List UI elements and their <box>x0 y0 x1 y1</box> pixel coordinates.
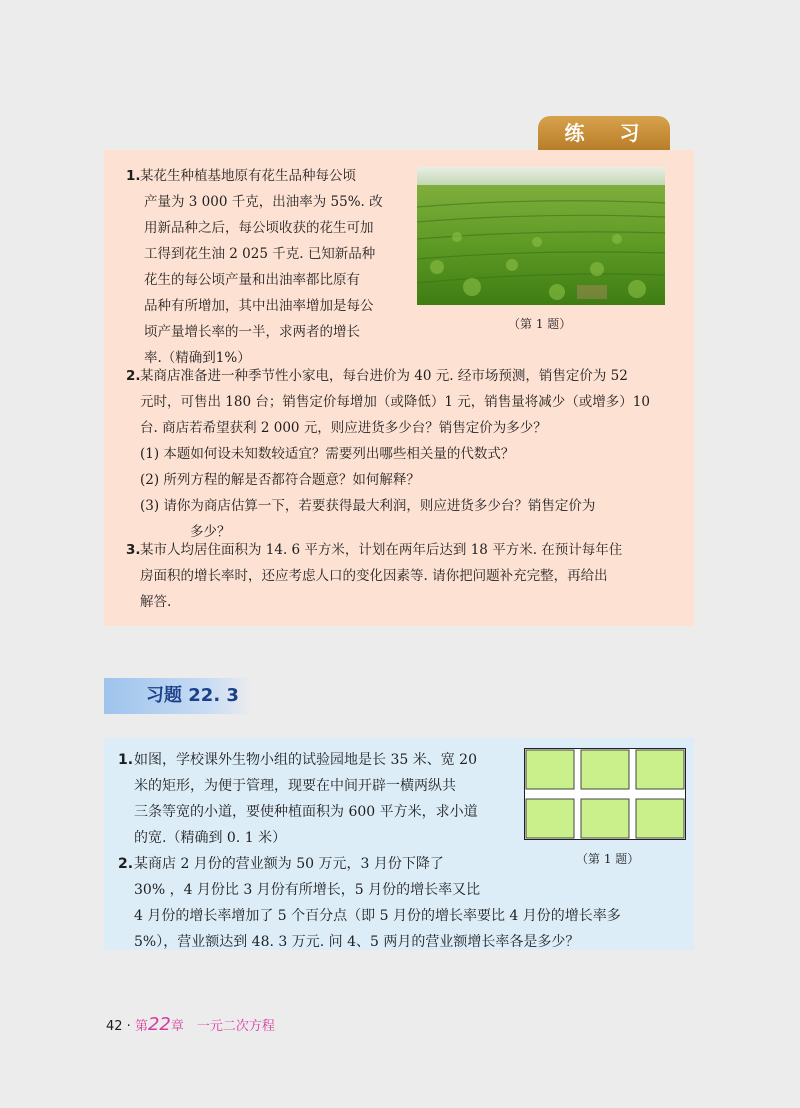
practice-exercise-3 <box>126 537 623 615</box>
peanut-field-photo <box>417 167 665 305</box>
exercise-line: 5%），营业额达到 48. 3 万元. 问 4、5 两月的营业额增长率各是多少？ <box>134 934 580 950</box>
exercise-line: 顷产量增长率的一半，求两者的增长 <box>144 324 360 340</box>
exercise-number: 2. <box>118 856 134 872</box>
exercise-number: 1. <box>118 752 134 768</box>
exercise-number: 3. <box>126 542 141 558</box>
exercise-line: 某市人均居住面积为 14. 6 平方米，计划在两年后达到 18 平方米. 在预计每年住 <box>140 542 623 558</box>
exercise-line: 元时，可售出 180 台；销售定价每增加（或降低）1 元，销售量将减少（或增多）10 <box>140 394 650 410</box>
exercise-number: 1. <box>126 168 141 184</box>
exercise-line: 用新品种之后，每公顷收获的花生可加 <box>144 220 374 236</box>
sub-question-3: (3) 请你为商店估算一下，若要获得最大利润，则应进货多少台？销售定价为 <box>140 498 596 514</box>
sub-question-2: (2) 所列方程的解是否都符合题意？如何解释？ <box>140 472 420 488</box>
exercise-line: 某商店准备进一种季节性小家电，每台进价为 40 元. 经市场预测，销售定价为 52 <box>140 368 628 384</box>
exercise-line: 某商店 2 月份的营业额为 50 万元，3 月份下降了 <box>134 856 444 872</box>
homework-header <box>104 678 252 714</box>
exercise-line: 房面积的增长率时，还应考虑人口的变化因素等. 请你把问题补充完整，再给出 <box>140 568 608 584</box>
exercise-line: 解答. <box>140 594 172 610</box>
diagram-caption: （第 1 题） <box>576 852 640 866</box>
exercise-line: 4 月份的增长率增加了 5 个百分点（即 5 月份的增长率要比 4 月份的增长率多 <box>134 908 621 924</box>
page-number: 42 · <box>106 1019 131 1034</box>
exercise-line: 花生的每公顷产量和出油率都比原有 <box>144 272 360 288</box>
practice-section <box>104 150 694 626</box>
homework-title: 习题 22. 3 <box>146 685 239 706</box>
homework-exercise-2 <box>118 851 621 955</box>
exercise-line: 的宽.（精确到 0. 1 米） <box>134 830 287 846</box>
practice-tab-title: 练 习 <box>538 116 670 150</box>
garden-diagram <box>524 748 686 844</box>
practice-exercise-1 <box>126 163 383 371</box>
chapter-title: 章 一元二次方程 <box>170 1019 275 1034</box>
homework-exercise-1 <box>118 747 478 851</box>
exercise-line: 率.（精确到1%） <box>144 350 251 366</box>
exercise-number: 2. <box>126 368 141 384</box>
exercise-line: 如图，学校课外生物小组的试验园地是长 35 米、宽 20 <box>134 752 477 768</box>
exercise-line: 米的矩形，为便于管理，现要在中间开辟一横两纵共 <box>134 778 456 794</box>
sub-question-1: (1) 本题如何设未知数较适宜？需要列出哪些相关量的代数式？ <box>140 446 515 462</box>
exercise-line: 30% ，4 月份比 3 月份有所增长，5 月份的增长率又比 <box>134 882 481 898</box>
chapter-prefix: 第 <box>134 1019 148 1034</box>
exercise-line: 某花生种植基地原有花生品种每公顷 <box>140 168 356 184</box>
sub-question-3-cont: 多少？ <box>190 524 231 540</box>
page-footer <box>106 1014 275 1035</box>
exercise-line: 品种有所增加，其中出油率增加是每公 <box>144 298 374 314</box>
photo-caption: （第 1 题） <box>508 317 572 331</box>
practice-exercise-2 <box>126 363 650 545</box>
exercise-line: 台. 商店若希望获利 2 000 元，则应进货多少台？销售定价为多少？ <box>140 420 547 436</box>
exercise-line: 三条等宽的小道，要使种植面积为 600 平方米，求小道 <box>134 804 478 820</box>
chapter-number: 22 <box>147 1014 171 1035</box>
exercise-line: 产量为 3 000 千克，出油率为 55%. 改 <box>144 194 383 210</box>
exercise-line: 工得到花生油 2 025 千克. 已知新品种 <box>144 246 376 262</box>
homework-section <box>104 738 694 950</box>
